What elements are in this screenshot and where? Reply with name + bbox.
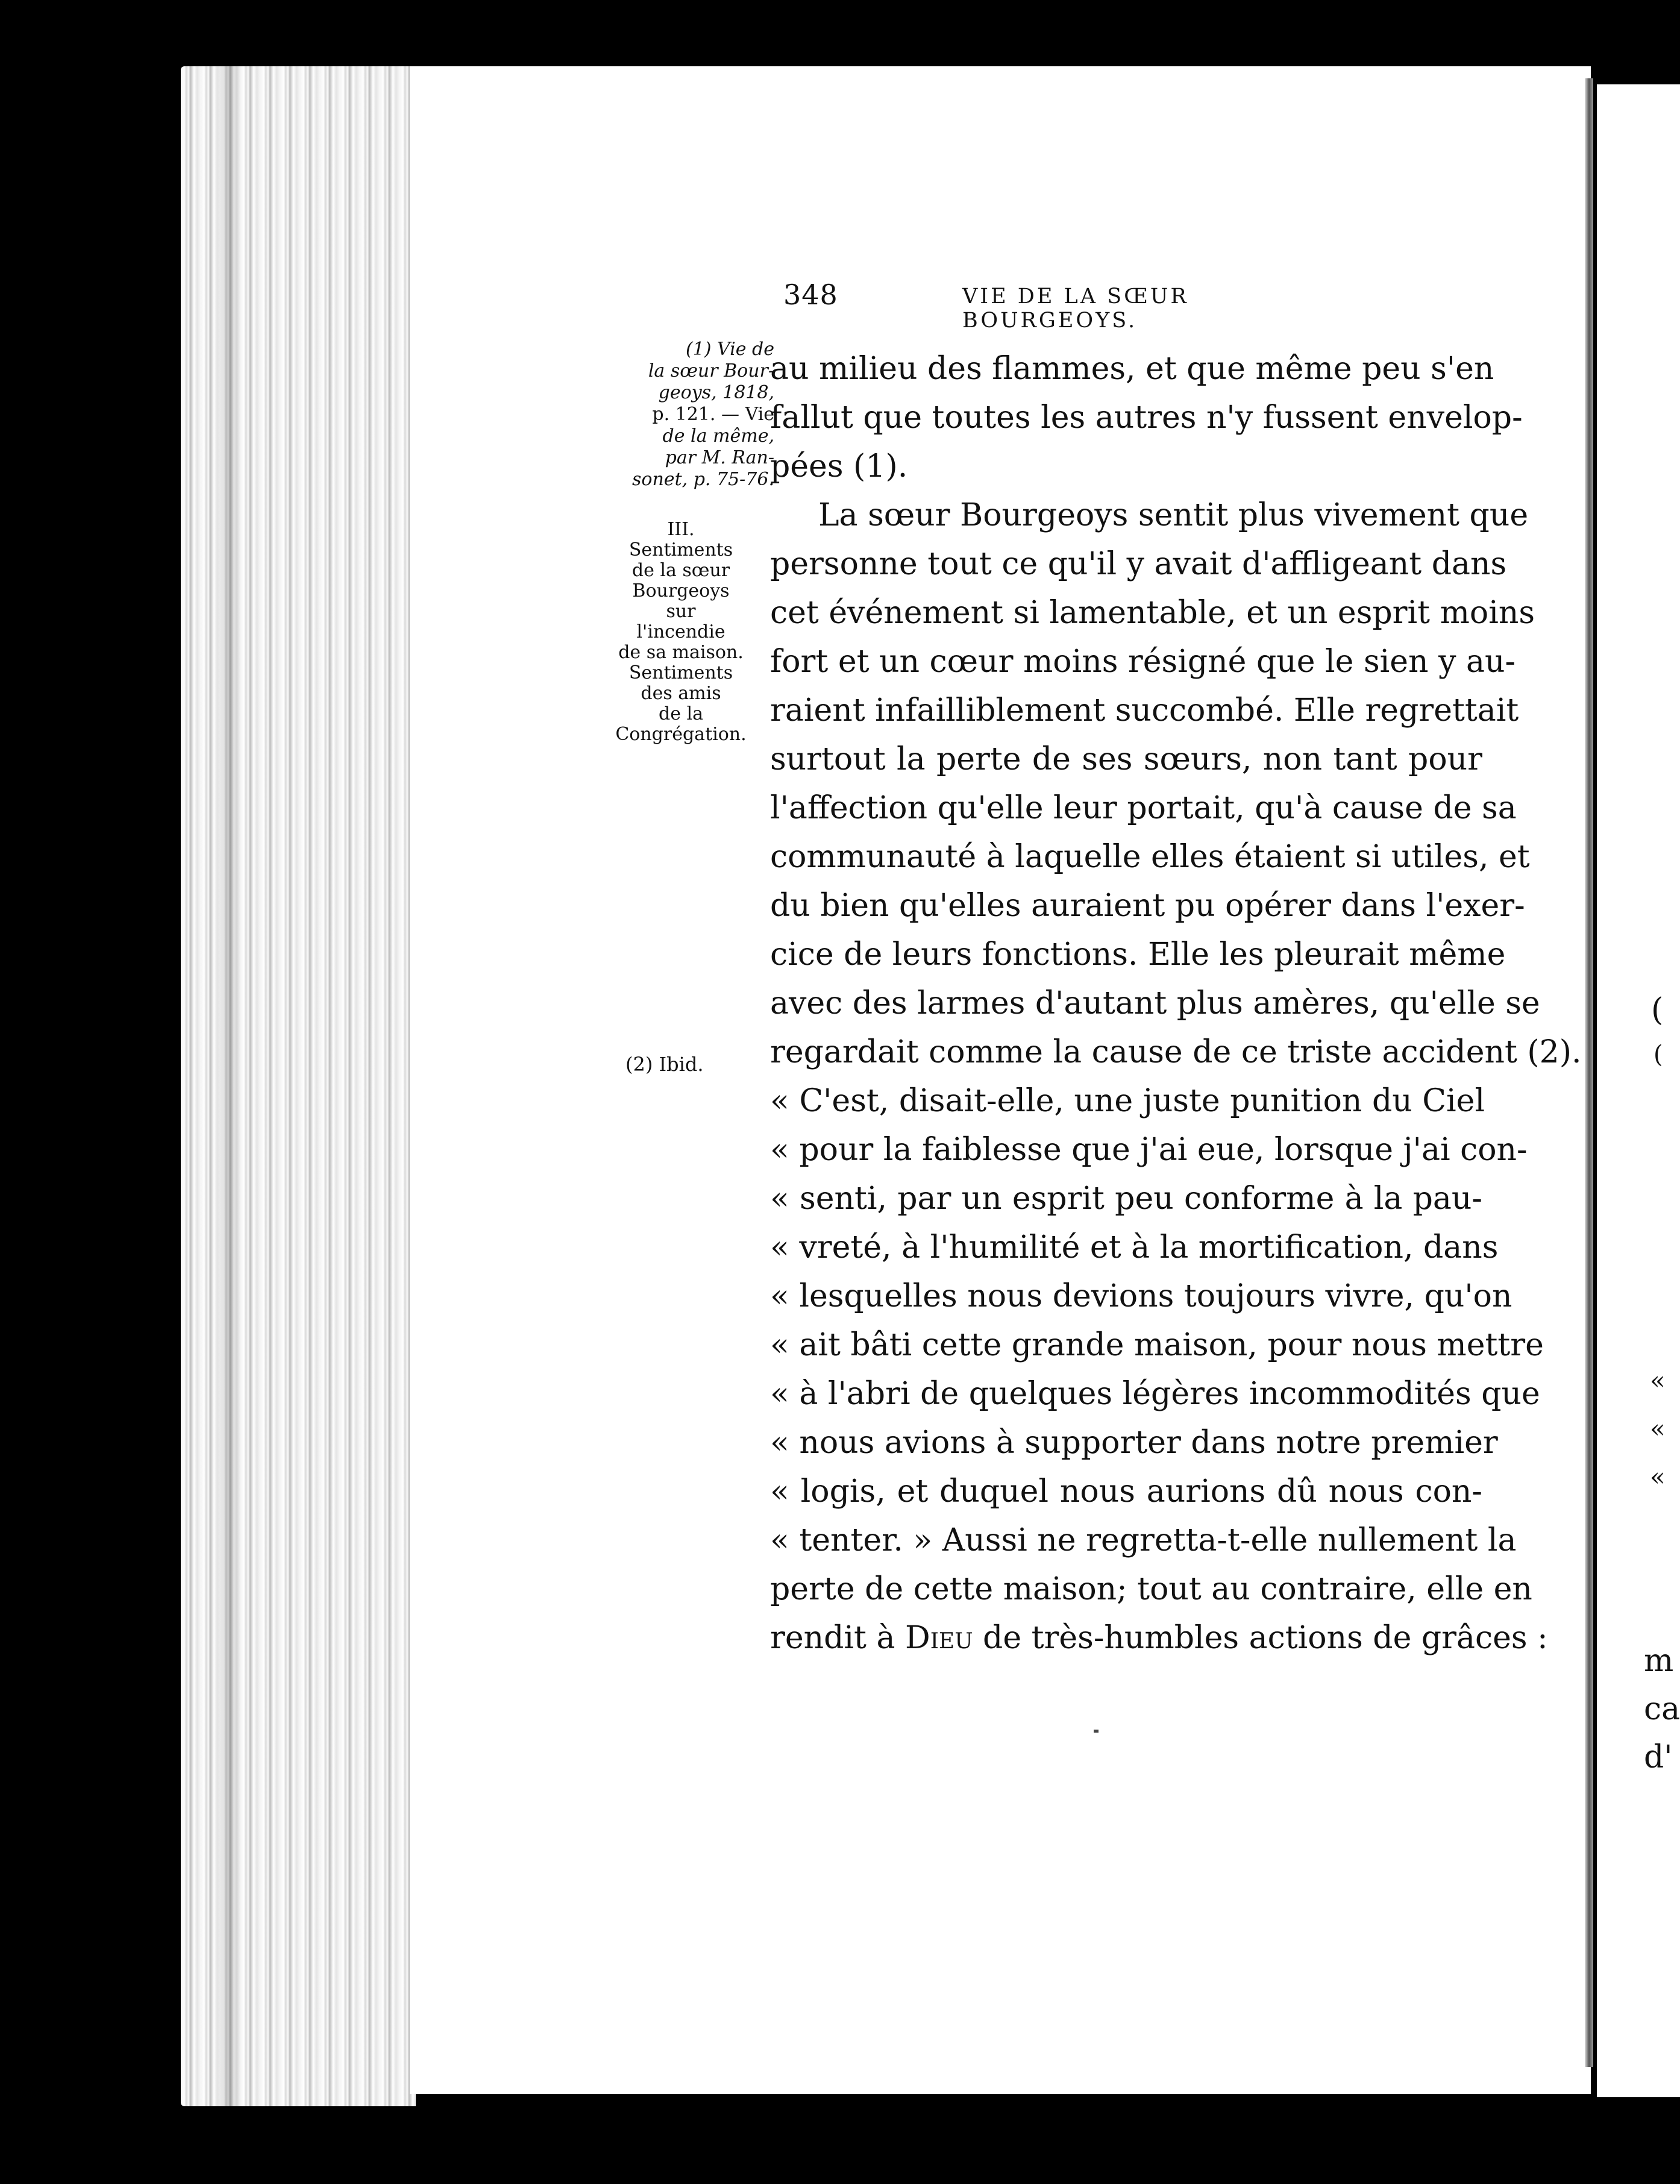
text-line: « à l'abri de quelques légères incommodités que: [770, 1376, 1540, 1412]
text-line: du bien qu'elles auraient pu opérer dans l'exer-: [770, 888, 1525, 924]
text-line: l'affection qu'elle leur portait, qu'à cause de sa: [770, 790, 1517, 826]
margin-note-line: par M. Ran-: [665, 447, 774, 468]
sidenote-line: III.: [667, 519, 695, 540]
text-line: « senti, par un esprit peu conforme à la pau-: [770, 1181, 1482, 1217]
sidenote-line: Sentiments: [628, 662, 733, 683]
page-edges: [181, 66, 416, 2106]
book-gutter: [1585, 78, 1593, 2067]
sidenote-line: de la sœur: [632, 560, 730, 581]
text-line: « lesquelles nous devions toujours vivre, qu'on: [770, 1278, 1512, 1314]
margin-note-line: p. 121. — Vie: [652, 404, 774, 425]
margin-note-line: geoys, 1818,: [658, 382, 774, 403]
text-segment: rendit à: [770, 1620, 905, 1656]
text-line: « vreté, à l'humilité et à la mortification, dans: [770, 1229, 1499, 1266]
text-line: « logis, et duquel nous aurions dû nous con-: [770, 1473, 1482, 1510]
text-line: au milieu des flammes, et que même peu s'en: [770, 351, 1494, 387]
text-line: « pour la faiblesse que j'ai eue, lorsque j'ai con-: [770, 1132, 1528, 1168]
text-line: cice de leurs fonctions. Elle les pleurait même: [770, 937, 1506, 973]
page-number: 348: [783, 278, 838, 311]
next-page-fragment: ca: [1644, 1691, 1680, 1727]
text-line: « ait bâti cette grande maison, pour nous mettre: [770, 1327, 1544, 1363]
margin-note-line: la sœur Bour-: [648, 360, 774, 381]
next-page-fragment: «: [1650, 1414, 1666, 1443]
small-caps-word: Dieu: [905, 1620, 973, 1656]
margin-note-line: sonet, p. 75-76.: [632, 469, 774, 490]
body-text: [770, 345, 1582, 1663]
text-line: personne tout ce qu'il y avait d'affligeant dans: [770, 546, 1507, 582]
margin-note-line: de la même,: [662, 425, 774, 447]
sidenote-line: des amis: [641, 683, 721, 704]
sidenote-line: Sentiments: [628, 539, 733, 560]
next-page-fragment: (: [1651, 992, 1664, 1028]
text-line: « C'est, disait-elle, une juste punition du Ciel: [770, 1083, 1485, 1119]
text-line: « tenter. » Aussi ne regretta-t-elle nullement la: [770, 1522, 1517, 1558]
running-title: VIE DE LA SŒUR BOURGEOYS.: [962, 284, 1189, 333]
sidenote-line: Congrégation.: [615, 724, 747, 745]
text-line: communauté à laquelle elles étaient si utiles, et: [770, 839, 1530, 875]
margin-note-line: (1) Vie de: [685, 339, 774, 360]
text-line: cet événement si lamentable, et un esprit moins: [770, 595, 1535, 631]
next-page-fragment: m: [1644, 1643, 1674, 1679]
next-page-fragment: «: [1650, 1462, 1666, 1492]
section-sidenote: [603, 519, 759, 745]
sidenote-line: l'incendie: [636, 621, 726, 642]
margin-note-reference-2: (2) Ibid.: [625, 1053, 704, 1076]
text-segment: de très-humbles actions de grâces :: [973, 1620, 1548, 1656]
sidenote-line: de sa maison.: [618, 642, 744, 663]
ink-speck: [1094, 1730, 1099, 1733]
text-line-final: [770, 1614, 1548, 1663]
sidenote-line: de la: [659, 703, 703, 724]
page-edges-shadow: [217, 66, 241, 2106]
text-line: avec des larmes d'autant plus amères, qu'elle se: [770, 985, 1540, 1021]
next-page-fragment: «: [1650, 1366, 1666, 1395]
text-line: pées (1).: [770, 448, 908, 485]
text-line: « nous avions à supporter dans notre premier: [770, 1425, 1498, 1461]
text-line: surtout la perte de ses sœurs, non tant pour: [770, 741, 1482, 777]
text-line: raient infailliblement succombé. Elle regrettait: [770, 692, 1519, 729]
sidenote-line: sur: [666, 601, 696, 622]
text-line: fallut que toutes les autres n'y fussent envelop-: [770, 400, 1523, 436]
text-line: perte de cette maison; tout au contraire, elle en: [770, 1571, 1532, 1607]
margin-note-reference-1: [594, 339, 774, 491]
text-line: fort et un cœur moins résigné que le sien y au-: [770, 644, 1516, 680]
next-page-edge: [1597, 84, 1680, 2097]
sidenote-line: Bourgeoys: [632, 580, 730, 601]
text-line: regardait comme la cause de ce triste accident (2).: [770, 1034, 1582, 1070]
text-line: La sœur Bourgeoys sentit plus vivement que: [818, 497, 1529, 533]
page-header: [783, 278, 1326, 333]
next-page-fragment: (: [1653, 1041, 1663, 1068]
next-page-fragment: d': [1644, 1739, 1673, 1775]
